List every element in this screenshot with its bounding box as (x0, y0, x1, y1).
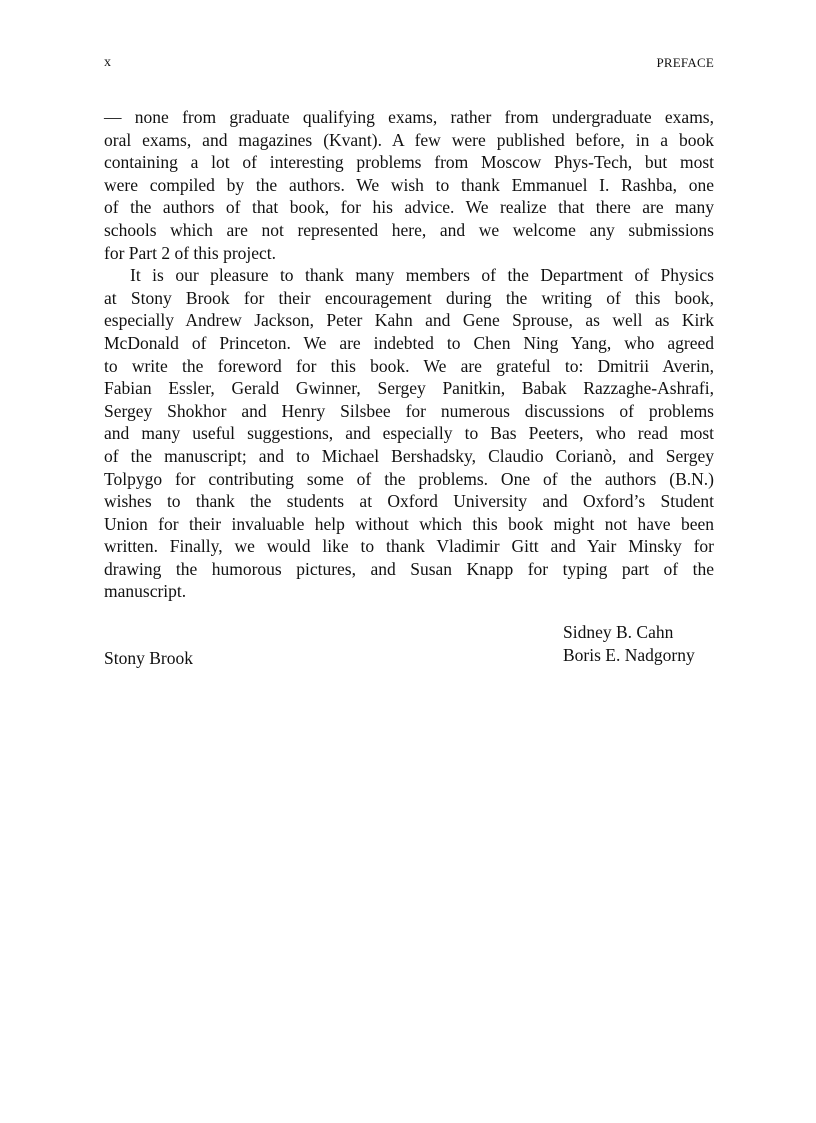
text-line: Fabian Essler, Gerald Gwinner, Sergey Panitkin, Babak Razzaghe-Ashrafi, (104, 378, 714, 399)
text-line: and many useful suggestions, and especially to Bas Peeters, who read most (104, 423, 714, 444)
page-number: x (104, 55, 112, 70)
author-name: Boris E. Nadgorny (563, 645, 695, 665)
section-title: PREFACE (656, 55, 714, 70)
text-line: It is our pleasure to thank many members of the Department of Physics (130, 265, 714, 286)
text-line: were compiled by the authors. We wish to thank Emmanuel I. Rashba, one (104, 174, 714, 195)
text-line: of the manuscript; and to Michael Bershadsky, Claudio Corianò, and Sergey (104, 445, 714, 466)
text-line: to write the foreword for this book. We are grateful to: Dmitrii Averin, (104, 355, 714, 376)
text-line: wishes to thank the students at Oxford University and Oxford’s Student (104, 491, 714, 512)
paragraph (104, 264, 714, 603)
text-line: especially Andrew Jackson, Peter Kahn and Gene Sprouse, as well as Kirk (104, 310, 714, 331)
text-line: of the authors of that book, for his advice. We realize that there are many (104, 197, 714, 218)
text-line: manuscript. (104, 581, 187, 602)
text-line: oral exams, and magazines (Kvant). A few were published before, in a book (104, 129, 714, 150)
text-line: McDonald of Princeton. We are indebted to Chen Ning Yang, who agreed (104, 332, 714, 353)
text-line: — none from graduate qualifying exams, rather from undergraduate exams, (104, 107, 714, 127)
signature-block (104, 621, 714, 671)
preface-body (104, 106, 714, 603)
running-head (104, 55, 714, 75)
signature-place: Stony Brook (104, 648, 193, 668)
text-line: Tolpygo for contributing some of the problems. One of the authors (B.N.) (104, 468, 714, 489)
text-line: written. Finally, we would like to thank Vladimir Gitt and Yair Minsky for (104, 536, 714, 557)
text-line: drawing the humorous pictures, and Susan Knapp for typing part of the (104, 558, 714, 579)
author-name: Sidney B. Cahn (563, 622, 674, 642)
text-line: Sergey Shokhor and Henry Silsbee for numerous discussions of problems (104, 400, 714, 421)
text-line: schools which are not represented here, and we welcome any submissions (104, 219, 714, 240)
text-line: Union for their invaluable help without which this book might not have been (104, 513, 714, 534)
text-line: at Stony Brook for their encouragement during the writing of this book, (104, 287, 714, 308)
text-line: containing a lot of interesting problems from Moscow Phys-Tech, but most (104, 152, 714, 173)
paragraph (104, 106, 714, 264)
text-line: for Part 2 of this project. (104, 242, 277, 263)
